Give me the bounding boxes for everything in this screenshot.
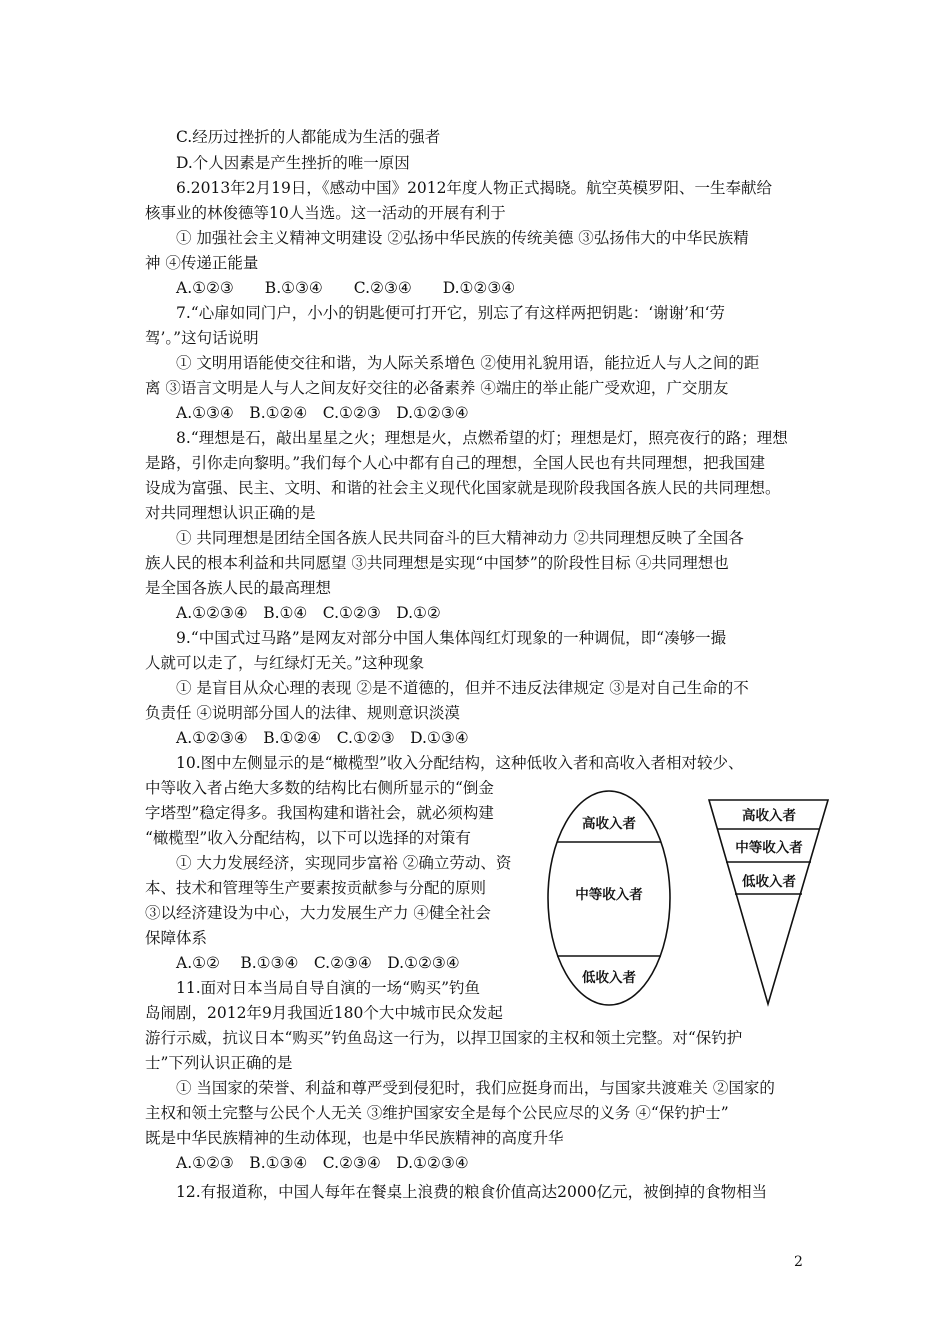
question-8-options: A.①②③④ B.①④ C.①②③ D.①② [176,604,441,622]
question-10-line-4: “橄榄型”收入分配结构，以下可以选择的对策有 [145,829,471,847]
question-7-statements-1: ① 文明用语能使交往和谐，为人际关系增色 ②使用礼貌用语，能拉近人与人之间的距 [176,354,760,372]
option-d-q5: D.个人因素是产生挫折的唯一原因 [176,154,410,172]
olive-high-income-label: 高收入者 [582,816,636,832]
option-c-q5: C.经历过挫折的人都能成为生活的强者 [176,128,441,146]
question-8-statements-3: 是全国各族人民的最高理想 [145,579,332,597]
question-8-statements-2: 族人民的根本利益和共同愿望 ③共同理想是实现“中国梦”的阶段性目标 ④共同理想也 [145,554,729,572]
question-11-statements-2: 主权和领土完整与公民个人无关 ③维护国家安全是每个公民应尽的义务 ④“保钓护士” [145,1104,729,1122]
question-7-options: A.①③④ B.①②④ C.①②③ D.①②③④ [176,404,469,422]
question-6-line-2: 核事业的林俊德等10人当选。这一活动的开展有利于 [145,204,506,222]
question-11-line-3: 游行示威，抗议日本“购买”钓鱼岛这一行为，以捍卫国家的主权和领土完整。对“保钓护 [145,1029,743,1047]
question-12-line-1: 12.有报道称，中国人每年在餐桌上浪费的粮食价值高达2000亿元，被倒掉的食物相当 [176,1183,768,1201]
page-number: 2 [794,1254,803,1270]
income-distribution-diagram [545,786,845,1012]
question-11-line-1: 11.面对日本当局自导自演的一场“购买”钓鱼 [176,979,480,997]
question-8-line-4: 对共同理想认识正确的是 [145,504,316,522]
olive-middle-income-label: 中等收入者 [575,887,643,903]
question-10-line-2: 中等收入者占绝大多数的结构比右侧所显示的“倒金 [145,779,494,797]
olive-low-income-label: 低收入者 [582,970,636,986]
pyramid-low-income-label: 低收入者 [742,874,796,890]
question-7-line-2: 驾’。”这句话说明 [145,329,259,347]
question-11-options: A.①②③ B.①③④ C.②③④ D.①②③④ [176,1154,469,1172]
question-8-statements-1: ① 共同理想是团结全国各族人民共同奋斗的巨大精神动力 ②共同理想反映了全国各 [176,529,744,547]
question-11-statements-1: ① 当国家的荣誉、利益和尊严受到侵犯时，我们应挺身而出，与国家共渡难关 ②国家的 [176,1079,775,1097]
question-10-statements-2: 本、技术和管理等生产要素按贡献参与分配的原则 [145,879,487,897]
question-10-line-3: 字塔型”稳定得多。我国构建和谐社会，就必须构建 [145,804,494,822]
pyramid-middle-income-label: 中等收入者 [735,840,803,856]
question-9-line-2: 人就可以走了，与红绿灯无关。”这种现象 [145,654,425,672]
question-9-line-1: 9.“中国式过马路”是网友对部分中国人集体闯红灯现象的一种调侃，即“凑够一撮 [176,629,727,647]
question-11-statements-3: 既是中华民族精神的生动体现，也是中华民族精神的高度升华 [145,1129,564,1147]
question-8-line-2: 是路，引你走向黎明。”我们每个人心中都有自己的理想，全国人民也有共同理想，把我国建 [145,454,766,472]
pyramid-high-income-label: 高收入者 [742,808,796,824]
inverted-pyramid-shape [709,800,828,1004]
question-6-statements-1: ① 加强社会主义精神文明建设 ②弘扬中华民族的传统美德 ③弘扬伟大的中华民族精 [176,229,749,247]
question-10-line-1: 10.图中左侧显示的是“橄榄型”收入分配结构，这种低收入者和高收入者相对较少、 [176,754,744,772]
question-10-statements-4: 保障体系 [145,929,208,947]
question-7-statements-2: 离 ③语言文明是人与人之间友好交往的必备素养 ④端庄的举止能广受欢迎，广交朋友 [145,379,729,397]
question-8-line-3: 设成为富强、民主、文明、和谐的社会主义现代化国家就是现阶段我国各族人民的共同理想。 [145,479,781,497]
question-6-line-1: 6.2013年2月19日，《感动中国》2012年度人物正式揭晓。航空英模罗阳、一生奉献给 [176,179,773,197]
question-11-line-2: 岛闹剧，2012年9月我国近180个大中城市民众发起 [145,1004,503,1022]
question-6-statements-2: 神 ④传递正能量 [145,254,259,272]
question-6-options: A.①②③ B.①③④ C.②③④ D.①②③④ [176,279,516,297]
question-9-statements-1: ① 是盲目从众心理的表现 ②是不道德的，但并不违反法律规定 ③是对自己生命的不 [176,679,749,697]
question-10-statements-1: ① 大力发展经济，实现同步富裕 ②确立劳动、资 [176,854,512,872]
question-10-statements-3: ③以经济建设为中心，大力发展生产力 ④健全社会 [145,904,491,922]
income-distribution-figure [545,786,845,1012]
question-7-line-1: 7.“心扉如同门户，小小的钥匙便可打开它，别忘了有这样两把钥匙：‘谢谢’和‘劳 [176,304,725,322]
question-10-options: A.①② B.①③④ C.②③④ D.①②③④ [176,954,460,972]
question-9-options: A.①②③④ B.①②④ C.①②③ D.①③④ [176,729,469,747]
question-8-line-1: 8.“理想是石，敲出星星之火；理想是火，点燃希望的灯；理想是灯，照亮夜行的路；理想 [176,429,788,447]
question-11-line-4: 士”下列认识正确的是 [145,1054,293,1072]
question-9-statements-2: 负责任 ④说明部分国人的法律、规则意识淡漠 [145,704,460,722]
